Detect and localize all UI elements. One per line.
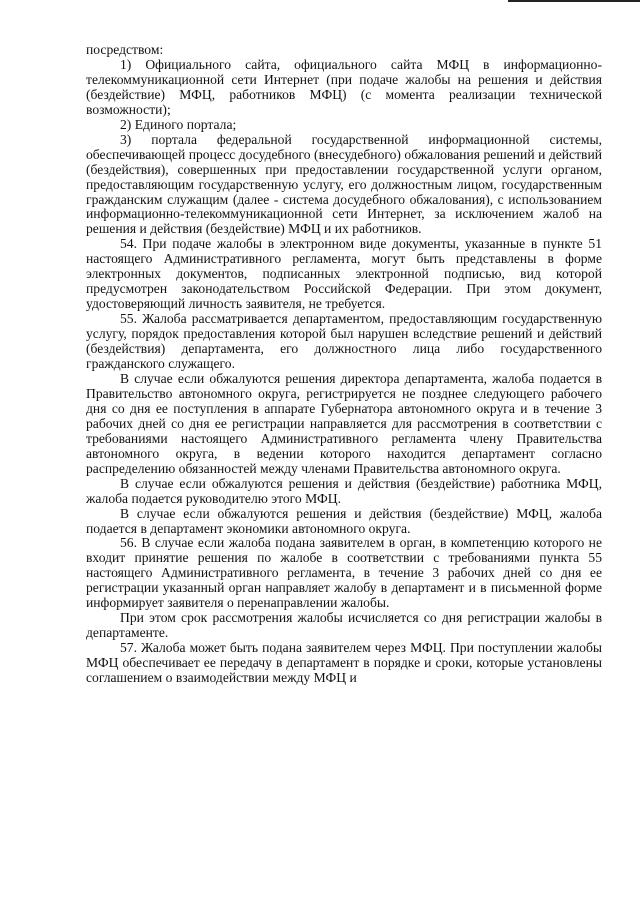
paragraph-item-1-official-site: 1) Официального сайта, официального сайта МФЦ в информационно-телекоммуникационной сети Интернет (при подаче жалобы на решения и действия (бездействие) МФЦ, работников МФЦ) (с момента реализации технической возможности); [86, 56, 602, 117]
paragraph-clause-56-term: При этом срок рассмотрения жалобы исчисляется со дня регистрации жалобы в департаменте. [86, 610, 602, 641]
paragraph-item-3-federal-portal: 3) портала федеральной государственной информационной системы, обеспечивающей процесс досудебного (внесудебного) обжалования решений и действий (бездействия), совершенных при предоставлении государственной услуги органом, предоставляющим государственную услугу, его должностным лицом, государственным гражданским служащим (далее - система досудебного обжалования), с использованием информационно-телекоммуникационной сети Интернет, за исключением жалоб на решения и действия (бездействие) МФЦ и их работников. [86, 131, 602, 237]
paragraph-item-2-unified-portal: 2) Единого портала; [120, 116, 237, 132]
paragraph-clause-55: 55. Жалоба рассматривается департаментом, предоставляющим государственную услугу, порядок предоставления которой был нарушен вследствие решений и действий (бездействия) департамента, его должностного лица либо государственного гражданского служащего. [86, 311, 602, 372]
paragraph-clause-56: 56. В случае если жалоба подана заявителем в орган, в компетенцию которого не входит принятие решения по жалобе в соответствии с требованиями пункта 55 настоящего Административного регламента, в течение 3 рабочих дней со дня ее регистрации указанный орган направляет жалобу в департамент и в письменной форме информирует заявителя о перенаправлении жалобы. [86, 535, 602, 611]
top-edge-rule [508, 0, 640, 2]
paragraph-intro: посредством: [86, 42, 164, 57]
paragraph-clause-55-director: В случае если обжалуются решения директора департамента, жалоба подается в Правительство автономного округа, регистрируется не позднее следующего рабочего дня со дня ее поступления в аппарате Губернатора автономного округа и в течение 3 рабочих дней со дня ее регистрации направляется для рассмотрения в соответствии с требованиями настоящего Административного регламента члену Правительства автономного округа, в ведении которого находится департамент согласно распределению обязанностей между членами Правительства автономного округа. [86, 370, 602, 476]
document-body [86, 43, 602, 686]
paragraph-clause-55-mfc-worker: В случае если обжалуются решения и действия (бездействие) работника МФЦ, жалоба подается руководителю этого МФЦ. [86, 475, 602, 506]
paragraph-clause-57: 57. Жалоба может быть подана заявителем через МФЦ. При поступлении жалобы МФЦ обеспечивает ее передачу в департамент в порядке и сроки, которые установлены соглашением о взаимодействии между МФЦ и [86, 640, 602, 686]
paragraph-clause-54: 54. При подаче жалобы в электронном виде документы, указанные в пункте 51 настоящего Административного регламента, могут быть представлены в форме электронных документов, подписанных электронной подписью, вид которой предусмотрен законодательством Российской Федерации. При этом документ, удостоверяющий личность заявителя, не требуется. [86, 236, 602, 312]
paragraph-clause-55-mfc: В случае если обжалуются решения и действия (бездействие) МФЦ, жалоба подается в департамент экономики автономного округа. [86, 505, 602, 536]
